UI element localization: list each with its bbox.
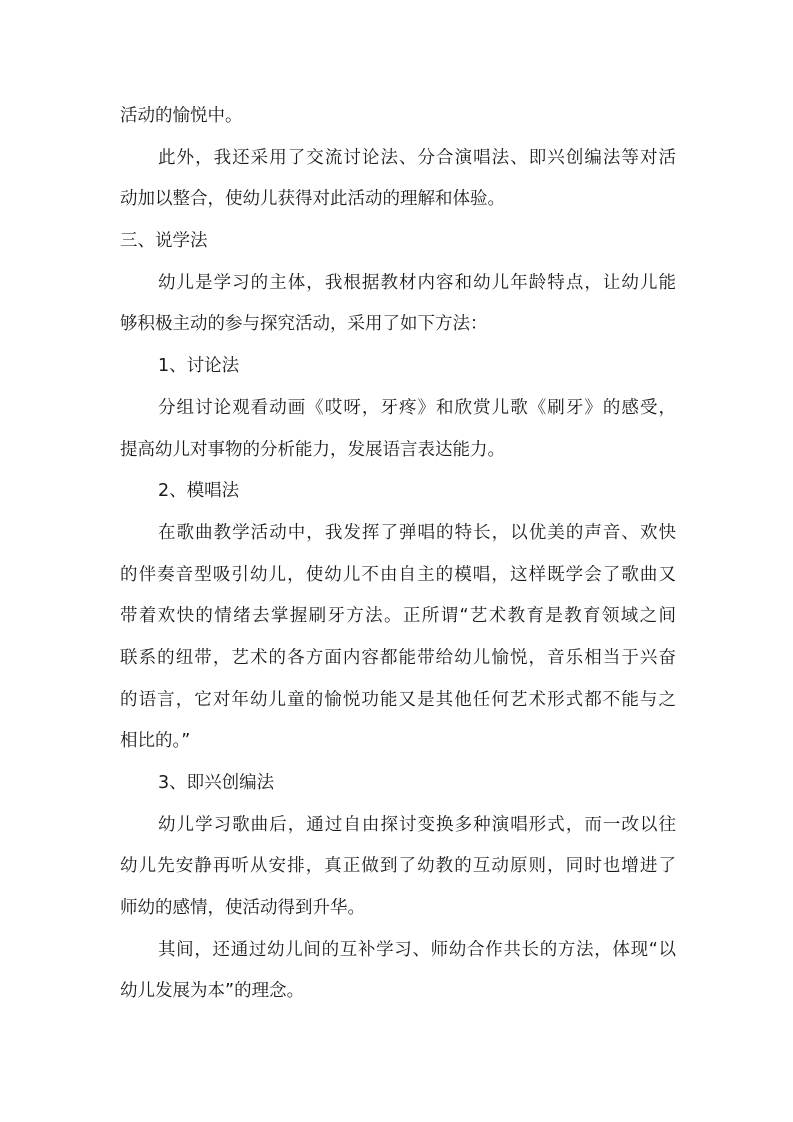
text-line-12: 的伴奏音型吸引幼儿，使幼儿不由自主的模唱，这样既学会了歌曲又 <box>120 564 676 585</box>
text-line-15: 的语言，它对年幼儿童的愉悦功能又是其他任何艺术形式都不能与之 <box>120 689 676 710</box>
document-body <box>120 96 676 1013</box>
text-line-6: 够积极主动的参与探究活动，采用了如下方法： <box>120 314 488 335</box>
text-line-8: 分组讨论观看动画《哎呀，牙疼》和欣赏儿歌《刷牙》的感受， <box>158 397 676 418</box>
subheading-discussion-method: 1、讨论法 <box>158 356 240 377</box>
text-line-16: 相比的。” <box>120 731 191 752</box>
text-line-19: 幼儿先安静再听从安排，真正做到了幼教的互动原则，同时也增进了 <box>120 856 676 877</box>
subheading-imitation-singing-method: 2、模唱法 <box>158 481 240 502</box>
text-line-20: 师幼的感情，使活动得到升华。 <box>120 898 365 919</box>
text-line-13: 带着欢快的情绪去掌握刷牙方法。正所谓“艺术教育是教育领域之间 <box>120 606 676 627</box>
text-line-11: 在歌曲教学活动中，我发挥了弹唱的特长，以优美的声音、欢快 <box>158 522 676 543</box>
text-line-21: 其间，还通过幼儿间的互补学习、师幼合作共长的方法，体现“以 <box>158 939 676 960</box>
subheading-improvisation-method: 3、即兴创编法 <box>158 773 275 793</box>
text-line-2: 此外，我还采用了交流讨论法、分合演唱法、即兴创编法等对活 <box>158 147 676 168</box>
text-line-18: 幼儿学习歌曲后，通过自由探讨变换多种演唱形式，而一改以往 <box>158 814 676 835</box>
text-line-9: 提高幼儿对事物的分析能力，发展语言表达能力。 <box>120 439 505 460</box>
text-line-22: 幼儿发展为本”的理念。 <box>120 981 305 1002</box>
text-line-5: 幼儿是学习的主体，我根据教材内容和幼儿年龄特点，让幼儿能 <box>158 272 676 293</box>
text-line-3: 动加以整合，使幼儿获得对此活动的理解和体验。 <box>120 189 505 210</box>
text-line-14: 联系的纽带，艺术的各方面内容都能带给幼儿愉悦，音乐相当于兴奋 <box>120 647 676 668</box>
section-heading-study-method: 三、说学法 <box>120 231 208 252</box>
text-line-1: 活动的愉悦中。 <box>120 106 243 126</box>
